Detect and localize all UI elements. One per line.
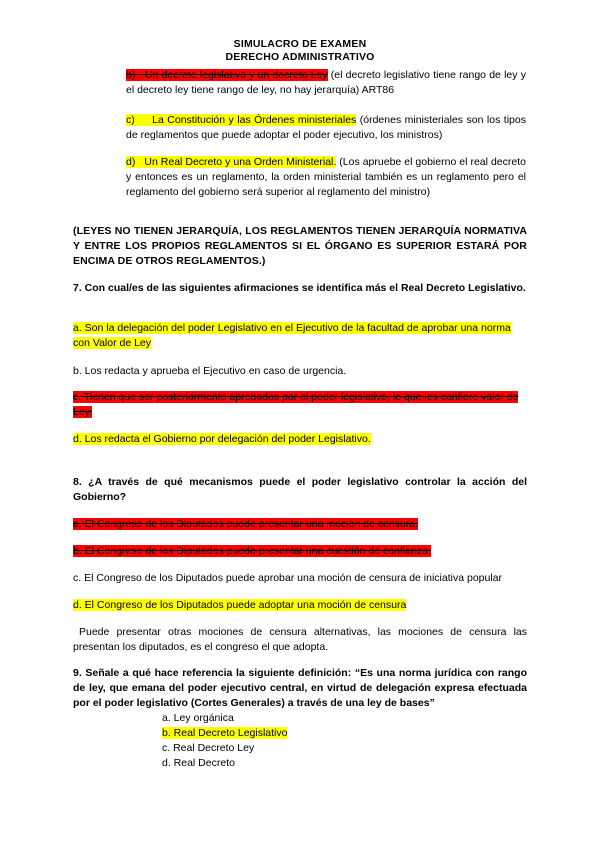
prev-option-b-note: (el decreto legislativo tiene rango de ley y el decreto ley tiene rango de ley, no hay jerarquía) ART86 xyxy=(126,69,526,96)
q8-option-b-text: b. El Congreso de los Diputados puede presentar una cuestión de confianza. xyxy=(73,545,431,557)
q7-option-c-text: c. Tienen que ser posteriormente aprobados por el poder legislativo, lo que les confiere valor de Ley. xyxy=(73,391,519,418)
prev-option-d-text: Un Real Decreto y una Orden Ministerial. xyxy=(144,156,337,168)
prev-option-b-text: Un decreto legislativo y un decreto Ley xyxy=(144,69,328,81)
q9-option-a: a. Ley orgánica xyxy=(162,712,234,724)
q9-option-d: d. Real Decreto xyxy=(162,757,235,769)
q9-option-b xyxy=(162,726,462,741)
q8-option-a-text: a. El Congreso de los Diputados puede presentar una moción de censura. xyxy=(73,518,418,530)
q9-question: 9. Señale a qué hace referencia la siguiente definición: “Es una norma jurídica con rango de ley, que emana del poder ejecutivo central, en virtud de delegación expresa efectuada por el poder legislativo (Cortes Generales) a través de una ley de bases” xyxy=(73,667,527,709)
q8-option-d-text: d. El Congreso de los Diputados puede adoptar una moción de censura xyxy=(73,599,407,611)
prev-option-c-note: (órdenes ministeriales son los tipos de reglamentos que puede adoptar el poder ejecutivo, los ministros) xyxy=(126,114,526,141)
q9-option-b-text: b. Real Decreto Legislativo xyxy=(162,727,288,739)
prev-option-d-note: (Los apruebe el gobierno el real decreto y entonces es un reglamento, la orden ministerial también es un reglamento pero el reglamento del gobierno será superior al reglamento del ministro) xyxy=(126,156,526,198)
q8-option-b xyxy=(73,544,527,559)
q7-option-c xyxy=(73,390,527,420)
prev-option-c xyxy=(126,113,526,143)
prev-option-b-letter: b) xyxy=(126,69,136,81)
q8-option-a xyxy=(73,517,527,532)
document-subtitle: DERECHO ADMINISTRATIVO xyxy=(225,51,375,63)
prev-option-c-letter: c) xyxy=(126,114,135,126)
document-title: SIMULACRO DE EXAMEN xyxy=(233,38,367,50)
prev-option-d-letter: d) xyxy=(126,156,136,168)
prev-option-b xyxy=(126,68,526,98)
prev-option-d xyxy=(126,155,526,200)
q7-option-d xyxy=(73,432,527,447)
q7-option-d-text: d. Los redacta el Gobierno por delegación del poder Legislativo. xyxy=(73,433,371,445)
q7-option-b: b. Los redacta y aprueba el Ejecutivo en caso de urgencia. xyxy=(73,365,347,377)
q8-note: Puede presentar otras mociones de censura alternativas, las mociones de censura las presentan los diputados, es el congreso el que adopta. xyxy=(73,626,527,653)
q8-question: 8. ¿A través de qué mecanismos puede el poder legislativo controlar la acción del Gobierno? xyxy=(73,476,527,503)
q7-option-a-text: a. Son la delegación del poder Legislativo en el Ejecutivo de la facultad de aprobar una norma con Valor de Ley xyxy=(73,322,511,349)
q8-option-c: c. El Congreso de los Diputados puede aprobar una moción de censura de iniciativa popular xyxy=(73,572,503,584)
q9-option-c: c. Real Decreto Ley xyxy=(162,742,255,754)
q7-question: 7. Con cual/es de las siguientes afirmaciones se identifica más el Real Decreto Legislativo. xyxy=(73,282,526,294)
hierarchy-note: (LEYES NO TIENEN JERARQUÍA, LOS REGLAMENTOS TIENEN JERARQUÍA NORMATIVA Y ENTRE LOS PROPIOS REGLAMENTOS SI EL ÓRGANO ES SUPERIOR ESTARÁ POR ENCIMA DE OTROS REGLAMENTOS.) xyxy=(73,225,527,267)
q8-option-d xyxy=(73,598,527,613)
prev-option-c-text: La Constitución y las Órdenes ministeriales xyxy=(152,114,357,126)
q7-option-a xyxy=(73,321,527,351)
